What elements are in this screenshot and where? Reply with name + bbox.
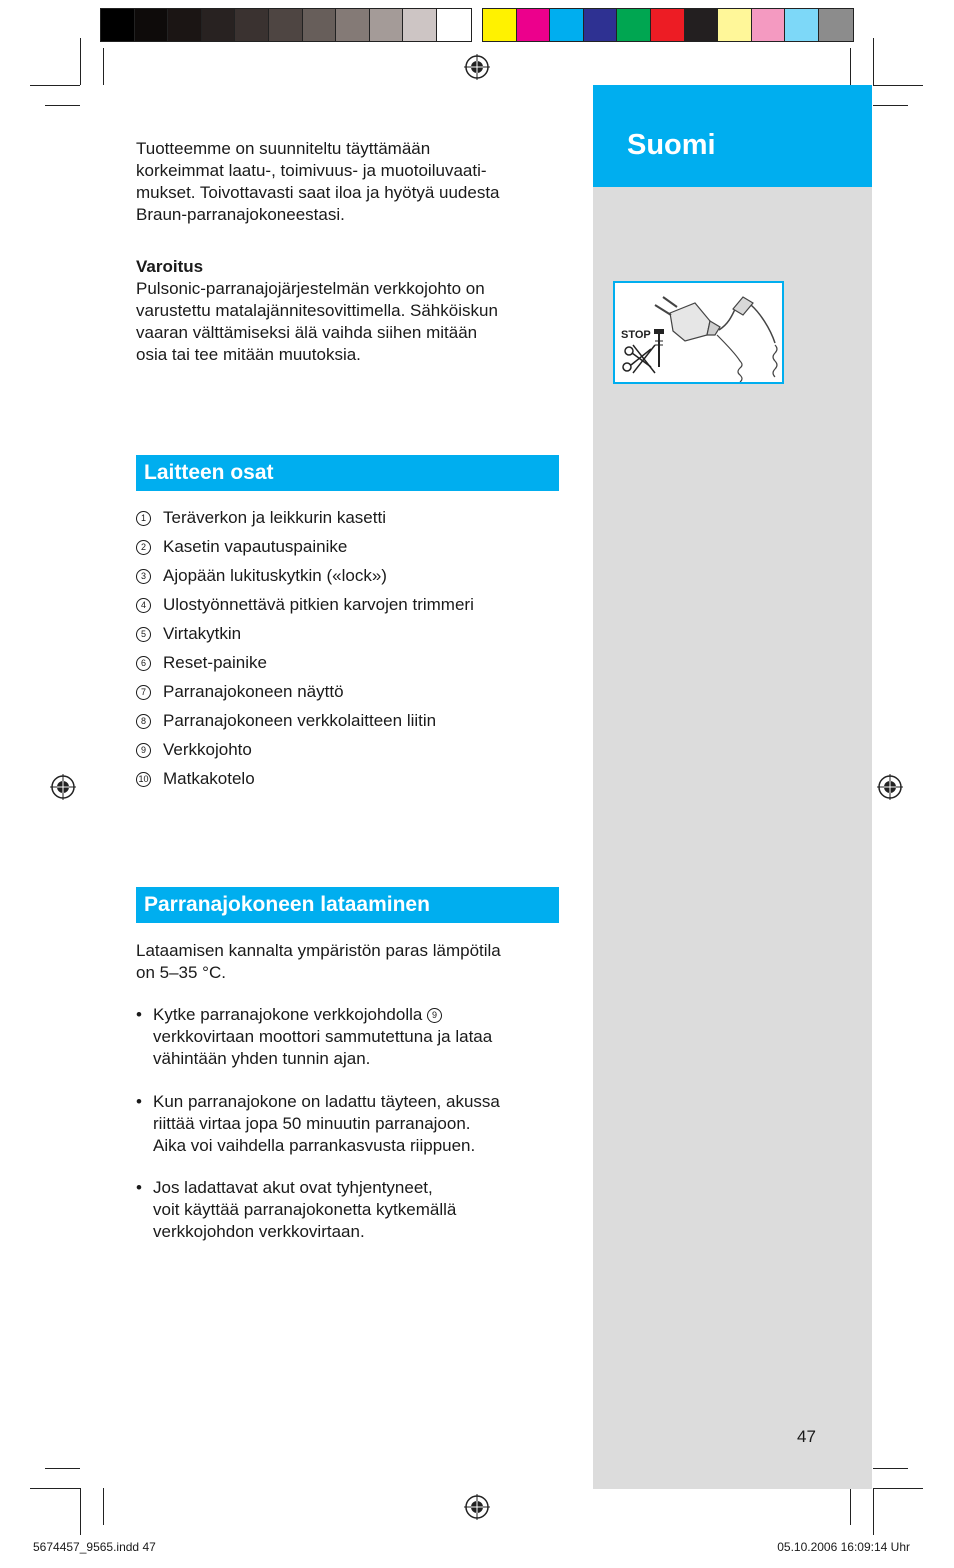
part-label: Kasetin vapautuspainike [163, 537, 348, 556]
bullet-line: Aika voi vaihdella parrankasvusta riippuen. [153, 1136, 476, 1155]
part-number: 9 [136, 743, 151, 758]
footer-file-info: 5674457_9565.indd 47 [33, 1540, 156, 1554]
parts-section-header [136, 455, 559, 491]
charging-bullet-1 [136, 1004, 566, 1070]
bullet-line: riittää virtaa jopa 50 minuutin parranajoon. [153, 1114, 471, 1133]
charging-section-header [136, 887, 559, 923]
part-number: 1 [136, 511, 151, 526]
crop-mark [873, 105, 908, 106]
plug-cord-warning-icon [615, 283, 782, 382]
intro-line: korkeimmat laatu-, toimivuus- ja muotoiluvaati- [136, 161, 487, 180]
part-label: Matkakotelo [163, 769, 255, 788]
list-item [136, 565, 576, 594]
bullet-line: Jos ladattavat akut ovat tyhjentyneet, [153, 1178, 433, 1197]
color-swatch [168, 9, 202, 41]
warning-paragraph [136, 256, 566, 366]
bullet-line: verkkojohdon verkkovirtaan. [153, 1222, 365, 1241]
crop-mark [80, 1488, 81, 1535]
list-item [136, 652, 576, 681]
part-label: Teräverkon ja leikkurin kasetti [163, 508, 386, 527]
part-label: Ulostyönnettävä pitkien karvojen trimmeri [163, 595, 474, 614]
list-item [136, 768, 576, 797]
intro-line: mukset. Toivottavasti saat iloa ja hyötyä uudesta [136, 183, 500, 202]
part-label: Reset-painike [163, 653, 267, 672]
color-swatch [135, 9, 169, 41]
color-swatch [235, 9, 269, 41]
part-number: 10 [136, 772, 151, 787]
registration-mark-icon [50, 774, 76, 800]
crop-mark [80, 38, 81, 85]
warning-line: osia tai tee mitään muutoksia. [136, 345, 361, 364]
registration-mark-icon [464, 54, 490, 80]
language-header [593, 85, 872, 187]
color-swatch [752, 9, 786, 41]
parts-list [136, 507, 576, 797]
color-swatch [685, 9, 719, 41]
bullet-marker: • [136, 1005, 142, 1024]
color-swatch [550, 9, 584, 41]
crop-mark [850, 48, 851, 85]
charging-intro-line: Lataamisen kannalta ympäristön paras lämpötila [136, 941, 501, 960]
color-swatch [517, 9, 551, 41]
crop-mark [45, 105, 80, 106]
color-swatch [403, 9, 437, 41]
part-number: 5 [136, 627, 151, 642]
bullet-line: Kun parranajokone on ladattu täyteen, akussa [153, 1092, 500, 1111]
part-label: Virtakytkin [163, 624, 242, 643]
color-swatch [718, 9, 752, 41]
part-label: Parranajokoneen näyttö [163, 682, 344, 701]
crop-mark [873, 1468, 908, 1469]
list-item [136, 536, 576, 565]
warning-line: varustettu matalajännitesovittimella. Sähköiskun [136, 301, 498, 320]
parts-section-title: Laitteen osat [144, 461, 274, 484]
part-label: Verkkojohto [163, 740, 252, 759]
color-bar-right [482, 8, 854, 42]
crop-mark [873, 1488, 923, 1489]
crop-mark [103, 1488, 104, 1525]
language-sidebar [593, 85, 872, 1489]
charging-section-title: Parranajokoneen lataaminen [144, 893, 430, 916]
registration-mark-icon [464, 1494, 490, 1520]
language-title: Suomi [627, 129, 716, 161]
color-swatch [483, 9, 517, 41]
list-item [136, 594, 576, 623]
crop-mark [850, 1488, 851, 1525]
crop-mark [873, 1488, 874, 1535]
footer-timestamp: 05.10.2006 16:09:14 Uhr [777, 1540, 910, 1554]
stop-label: STOP [621, 329, 651, 341]
color-swatch [617, 9, 651, 41]
crop-mark [873, 38, 874, 85]
charging-intro-line: on 5–35 °C. [136, 963, 226, 982]
color-swatch [303, 9, 337, 41]
crop-mark [45, 1468, 80, 1469]
crop-mark [30, 85, 80, 86]
crop-mark [103, 48, 104, 85]
charging-intro [136, 940, 566, 984]
reference-number: 9 [427, 1008, 442, 1023]
color-swatch [336, 9, 370, 41]
bullet-marker: • [136, 1178, 142, 1197]
warning-line: Pulsonic-parranajojärjestelmän verkkojohto on [136, 279, 485, 298]
list-item [136, 710, 576, 739]
part-number: 3 [136, 569, 151, 584]
warning-figure [613, 281, 784, 384]
part-number: 8 [136, 714, 151, 729]
bullet-line: verkkovirtaan moottori sammutettuna ja lataa [153, 1027, 493, 1046]
charging-bullet-2 [136, 1091, 566, 1157]
part-number: 6 [136, 656, 151, 671]
bullet-line: Kytke parranajokone verkkojohdolla [153, 1005, 423, 1024]
color-swatch [437, 9, 471, 41]
color-swatch [785, 9, 819, 41]
color-swatch [584, 9, 618, 41]
crop-mark [873, 85, 923, 86]
bullet-line: vähintään yhden tunnin ajan. [153, 1049, 371, 1068]
color-swatch [269, 9, 303, 41]
color-bar-left [100, 8, 472, 42]
list-item [136, 623, 576, 652]
intro-line: Tuotteemme on suunniteltu täyttämään [136, 139, 431, 158]
intro-paragraph [136, 138, 566, 226]
part-label: Parranajokoneen verkkolaitteen liitin [163, 711, 437, 730]
color-swatch [202, 9, 236, 41]
color-swatch [819, 9, 853, 41]
registration-mark-icon [877, 774, 903, 800]
part-number: 2 [136, 540, 151, 555]
intro-line: Braun-parranajokoneestasi. [136, 205, 345, 224]
bullet-line: voit käyttää parranajokonetta kytkemällä [153, 1200, 457, 1219]
page-number: 47 [797, 1427, 816, 1446]
color-swatch [651, 9, 685, 41]
color-swatch [370, 9, 404, 41]
part-number: 4 [136, 598, 151, 613]
charging-bullet-3 [136, 1177, 566, 1243]
warning-heading: Varoitus [136, 257, 204, 276]
list-item [136, 739, 576, 768]
part-number: 7 [136, 685, 151, 700]
list-item [136, 507, 576, 536]
crop-mark [30, 1488, 80, 1489]
bullet-marker: • [136, 1092, 142, 1111]
color-swatch [101, 9, 135, 41]
list-item [136, 681, 576, 710]
part-label: Ajopään lukituskytkin («lock») [163, 566, 387, 585]
warning-line: vaaran välttämiseksi älä vaihda siihen mitään [136, 323, 478, 342]
